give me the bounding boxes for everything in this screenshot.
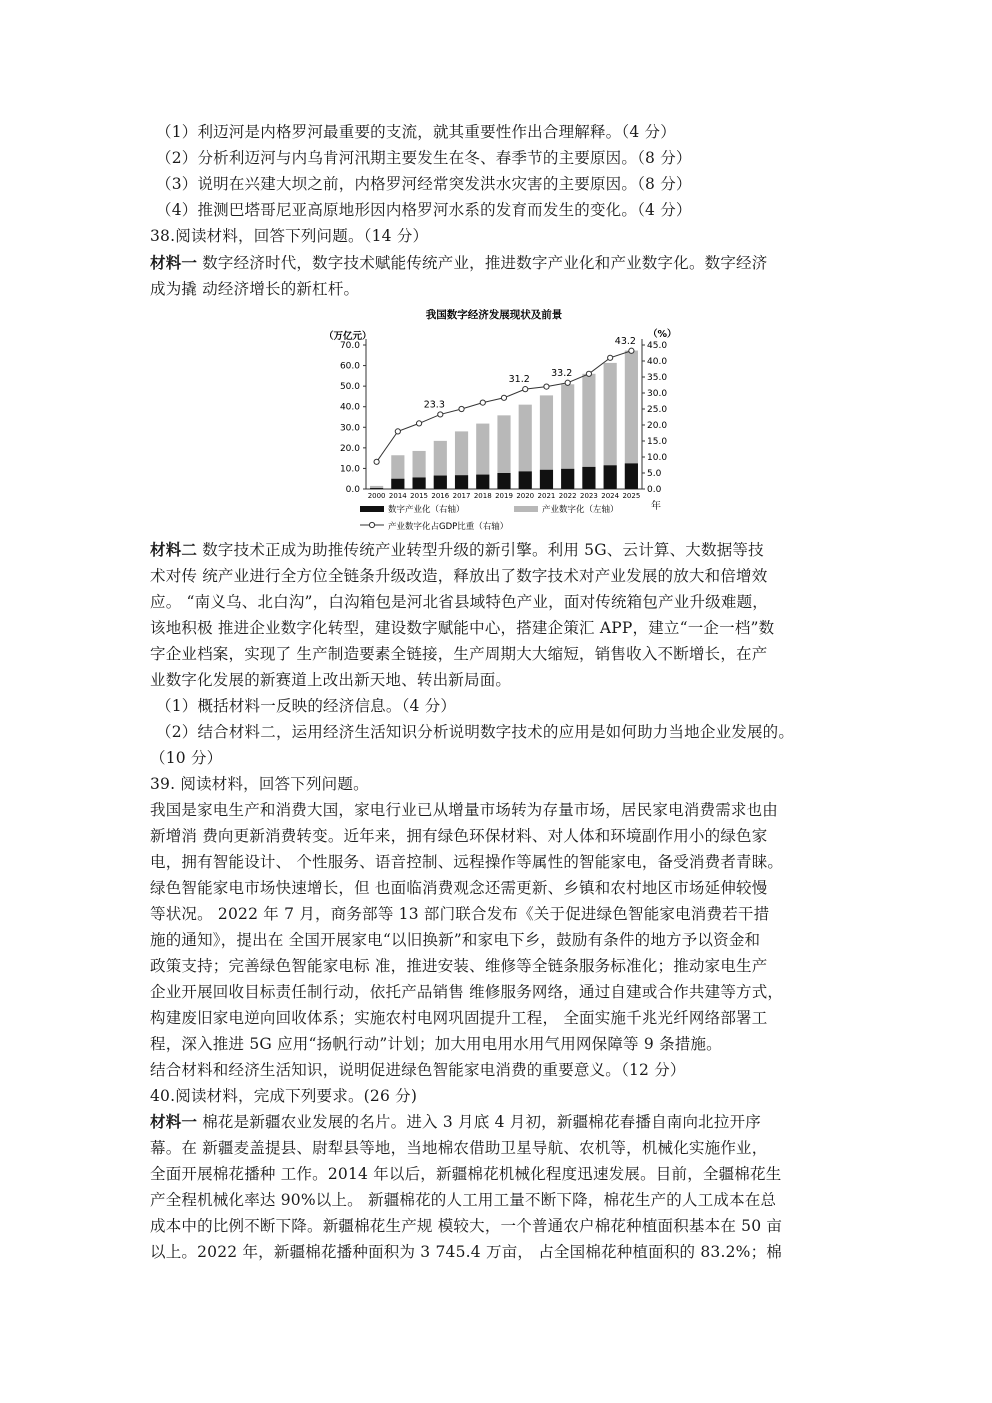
- right-tick-label: 30.0: [647, 389, 668, 399]
- x-tick-label: 2018: [473, 492, 492, 500]
- q39-line: 我国是家电生产和消费大国，家电行业已从增量市场转为存量市场，居民家电消费需求也由: [150, 801, 779, 819]
- q38-material2-line: 该地积极 推进企业数字化转型，建设数字赋能中心，搭建企策汇 APP，建立“一企一档”数: [150, 619, 775, 637]
- q38-material2-line: 业数字化发展的新赛道上改出新天地、转出新局面。: [150, 671, 512, 689]
- line-point: [459, 406, 464, 411]
- legend-gray-label: 产业数字化（左轴）: [542, 505, 619, 515]
- left-axis-unit: （万亿元）: [324, 331, 372, 342]
- bar-digital-industrialization: [476, 475, 489, 489]
- material-text: 数字技术正成为助推传统产业转型升级的新引擎。利用 5G、云计算、大数据等技: [197, 541, 764, 559]
- right-axis-unit: （%）: [648, 329, 677, 340]
- right-tick-label: 15.0: [647, 437, 668, 447]
- q40-line: 以上。2022 年，新疆棉花播种面积为 3 745.4 万亩， 占全国棉花种植面积的 83.2%；棉: [150, 1243, 782, 1261]
- line-point: [629, 348, 634, 353]
- left-tick-label: 60.0: [339, 361, 360, 372]
- q39-line: 等状况。 2022 年 7 月，商务部等 13 部门联合发布《关于促进绿色智能家电消费若干措: [150, 905, 770, 923]
- q38-material1-line1: [150, 253, 767, 273]
- material-label: 材料二: [150, 540, 198, 559]
- bar-digital-industrialization: [370, 488, 383, 489]
- line-point: [586, 371, 591, 376]
- x-tick-label: 2023: [580, 492, 598, 500]
- line-point: [544, 384, 549, 389]
- x-tick-label: 2024: [601, 492, 620, 500]
- right-tick-label: 35.0: [647, 373, 668, 383]
- legend-line-marker: [369, 522, 374, 527]
- material-label: 材料一: [150, 1112, 198, 1131]
- left-tick-label: 0.0: [345, 485, 360, 495]
- left-tick-label: 10.0: [339, 464, 360, 475]
- x-tick-label: 2022: [558, 492, 577, 500]
- q39-line: 企业开展回收目标责任制行动，依托产品销售 维修服务网络，通过自建或合作共建等方式，: [150, 983, 784, 1001]
- bar-digital-industrialization: [582, 467, 595, 489]
- line-point: [395, 429, 400, 434]
- x-tick-label: 2025: [622, 492, 641, 500]
- bar-digital-industrialization: [434, 476, 447, 489]
- line-point: [608, 355, 613, 360]
- data-label: 33.2: [551, 367, 573, 379]
- chart-bars: [370, 351, 638, 489]
- q38-question-2-score: （10 分）: [150, 749, 223, 767]
- right-tick-label: 45.0: [647, 341, 668, 351]
- line-point: [374, 459, 379, 464]
- left-tick-label: 30.0: [339, 423, 360, 434]
- legend-gray-swatch: [514, 506, 538, 512]
- bar-digital-industrialization: [455, 475, 468, 489]
- right-tick-label: 5.0: [647, 469, 662, 479]
- left-tick-label: 70.0: [339, 341, 360, 351]
- q37-item-4: （4）推测巴塔哥尼亚高原地形因内格罗河水系的发育而发生的变化。（4 分）: [156, 201, 692, 219]
- bar-digital-industrialization: [540, 470, 553, 489]
- x-tick-label: 2014: [388, 492, 407, 500]
- q39-line: 绿色智能家电市场快速增长，但 也面临消费观念还需更新、乡镇和农村地区市场延伸较慢: [150, 879, 768, 897]
- material-label: 材料一: [150, 253, 198, 272]
- material-text: 数字经济时代，数字技术赋能传统产业，推进数字产业化和产业数字化。数字经济: [197, 254, 768, 272]
- left-tick-label: 40.0: [339, 402, 360, 413]
- q40-line: 成本中的比例不断下降。新疆棉花生产规 模较大，一个普通农户棉花种植面积基本在 50 亩: [150, 1217, 783, 1235]
- q39-header: 39. 阅读材料，回答下列问题。: [150, 775, 369, 793]
- right-tick-label: 25.0: [647, 405, 668, 415]
- q39-line: 政策支持；完善绿色智能家电标 准，推进安装、维修等全链条服务标准化；推动家电生产: [150, 957, 768, 975]
- q40-line: 全面开展棉花播种 工作。2014 年以后，新疆棉花机械化程度迅速发展。目前，全疆棉花生: [150, 1165, 782, 1183]
- x-tick-label: 2000: [367, 492, 386, 500]
- material-text: 棉花是新疆农业发展的名片。进入 3 月底 4 月初，新疆棉花春播自南向北拉开序: [197, 1113, 761, 1131]
- legend-line-label: 产业数字化占GDP比重（右轴）: [388, 522, 509, 532]
- q40-line: 产全程机械化率达 90%以上。 新疆棉花的人工用工量不断下降，棉花生产的人工成本在总: [150, 1191, 777, 1209]
- q39-line: 新增消 费向更新消费转变。近年来，拥有绿色环保材料、对人体和环境副作用小的绿色家: [150, 827, 768, 845]
- x-tick-label: 2016: [431, 492, 450, 500]
- data-label: 31.2: [508, 374, 530, 386]
- left-tick-label: 50.0: [339, 382, 360, 393]
- bar-digital-industrialization: [391, 479, 404, 489]
- q39-line: 电，拥有智能设计、 个性服务、语音控制、远程操作等属性的智能家电，备受消费者青睐。: [150, 853, 784, 871]
- bar-digital-industrialization: [625, 463, 638, 489]
- q39-question: 结合材料和经济生活知识，说明促进绿色智能家电消费的重要意义。（12 分）: [150, 1061, 686, 1079]
- bar-digital-industrialization: [561, 469, 574, 489]
- data-label: 23.3: [423, 399, 445, 411]
- right-tick-label: 20.0: [647, 421, 668, 431]
- q38-material2-line: 字企业档案，实现了 生产制造要素全链接，生产周期大大缩短，销售收入不断增长，在产: [150, 645, 768, 663]
- q40-line: 幕。在 新疆麦盖提县、尉犁县等地，当地棉农借助卫星导航、农机等，机械化实施作业，: [150, 1139, 768, 1157]
- line-point: [501, 395, 506, 400]
- data-label: 43.2: [614, 335, 636, 347]
- x-tick-label: 2017: [452, 492, 471, 500]
- q38-question-2: （2）结合材料二，运用经济生活知识分析说明数字技术的应用是如何助力当地企业发展的。: [156, 723, 795, 741]
- x-tick-label: 2019: [495, 492, 513, 500]
- bar-digital-industrialization: [604, 465, 617, 489]
- legend-black-label: 数字产业化（右轴）: [388, 505, 465, 515]
- q40-material1-line1: [150, 1112, 761, 1132]
- line-point: [438, 412, 443, 417]
- x-tick-label: 2021: [537, 492, 556, 500]
- q38-material1-line2: 成为撬 动经济增长的新杠杆。: [150, 280, 360, 298]
- q38-material2-line1: [150, 540, 764, 560]
- digital-economy-chart: [318, 303, 678, 535]
- q38-material2-line: 应。 “南义乌、北白沟”，白沟箱包是河北省县域特色产业，面对传统箱包产业升级难题，: [150, 593, 768, 611]
- bar-digital-industrialization: [519, 471, 532, 489]
- q39-line: 构建废旧家电逆向回收体系；实施农村电网巩固提升工程， 全面实施千兆光纤网络部署工: [150, 1009, 768, 1027]
- q39-line: 程，深入推进 5G 应用“扬帆行动”计划；加大用电用水用气用网保障等 9 条措施。: [150, 1035, 722, 1053]
- line-point: [523, 387, 528, 392]
- q39-line: 施的通知》，提出在 全国开展家电“以旧换新”和家电下乡，鼓励有条件的地方予以资金和: [150, 931, 761, 949]
- line-point: [416, 421, 421, 426]
- q37-item-2: （2）分析利迈河与内乌肯河汛期主要发生在冬、春季节的主要原因。（8 分）: [156, 149, 692, 167]
- q37-item-3: （3）说明在兴建大坝之前，内格罗河经常突发洪水灾害的主要原因。（8 分）: [156, 175, 692, 193]
- q40-header: 40.阅读材料，完成下列要求。(26 分): [150, 1087, 418, 1105]
- chart-title: 我国数字经济发展现状及前景: [425, 309, 563, 321]
- bar-digital-industrialization: [412, 477, 425, 489]
- bar-digital-industrialization: [497, 473, 510, 489]
- legend-black-swatch: [360, 506, 384, 512]
- q38-question-1: （1）概括材料一反映的经济信息。（4 分）: [156, 697, 457, 715]
- left-tick-label: 20.0: [339, 443, 360, 454]
- q38-material2-line: 术对传 统产业进行全方位全链条升级改造，释放出了数字技术对产业发展的放大和倍增效: [150, 567, 768, 585]
- line-point: [480, 400, 485, 405]
- x-tick-label: 2020: [516, 492, 535, 500]
- q37-item-1: （1）利迈河是内格罗河最重要的支流，就其重要性作出合理解释。（4 分）: [156, 123, 676, 141]
- right-tick-label: 10.0: [647, 453, 668, 463]
- right-tick-label: 40.0: [647, 357, 668, 367]
- year-unit: 年: [651, 501, 661, 512]
- q38-header: 38.阅读材料，回答下列问题。（14 分）: [150, 227, 429, 245]
- right-tick-label: 0.0: [647, 485, 662, 495]
- line-point: [565, 380, 570, 385]
- x-tick-label: 2015: [410, 492, 428, 500]
